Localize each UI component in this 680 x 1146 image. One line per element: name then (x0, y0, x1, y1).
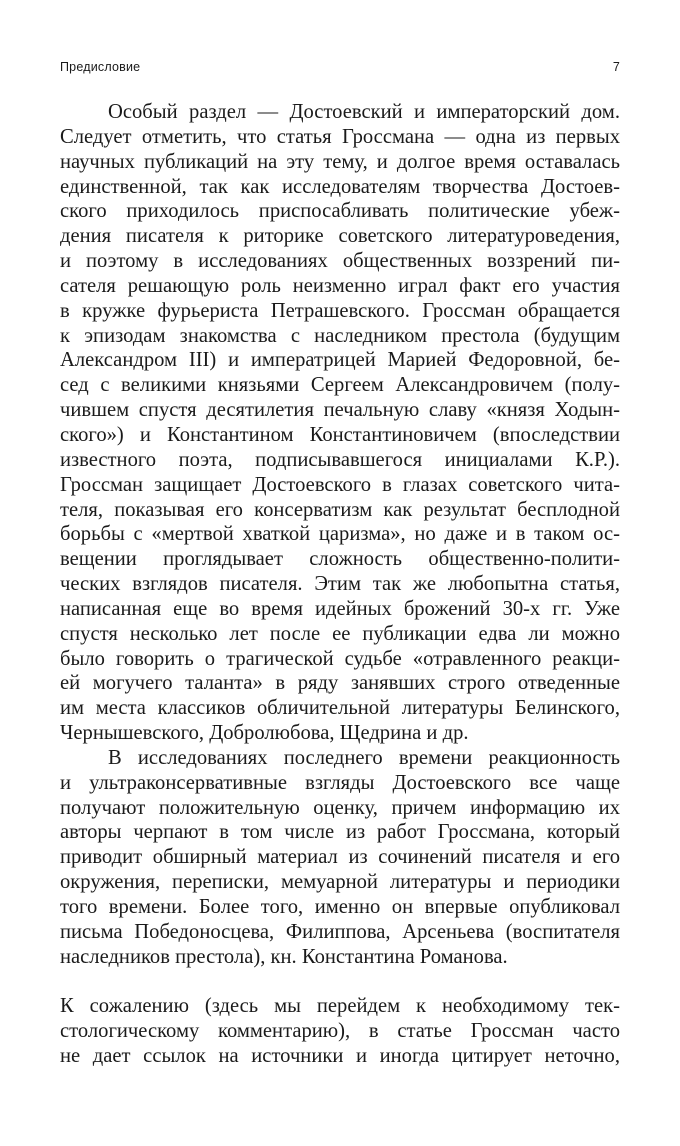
text-line: авторы черпают в том числе из работ Гроссмана, который (60, 821, 620, 844)
text-line: В исследованиях последнего времени реакционность (108, 746, 620, 769)
text-line: письма Победоносцева, Филиппова, Арсеньева (воспитателя (60, 920, 620, 943)
text-line: вещении проглядывает сложность общественно-полити- (60, 548, 620, 571)
text-line: окружения, переписки, мемуарной литературы и периодики (60, 871, 620, 894)
text-line: Следует отметить, что статья Гроссмана — одна из первых (60, 125, 620, 148)
running-head (60, 60, 620, 80)
text-line: дения писателя к риторике советского литературоведения, (60, 225, 620, 248)
body-text (60, 100, 620, 1069)
section-break (60, 970, 620, 995)
text-line: не дает ссылок на источники и иногда цитирует неточно, (60, 1045, 620, 1068)
text-line: того времени. Более того, именно он впервые опубликовал (60, 896, 620, 918)
text-line: стологическому комментарию), в статье Гроссман часто (60, 1020, 620, 1043)
text-line: Особый раздел — Достоевский и императорский дом. (108, 101, 620, 123)
text-line: и ультраконсервативные взгляды Достоевского все чаще (60, 771, 620, 794)
text-line: чившем спустя десятилетия печальную славу «князя Ходын- (60, 399, 620, 422)
text-line: теля, показывая его консерватизм как результат бесплодной (60, 498, 620, 521)
text-line: К сожалению (здесь мы перейдем к необходимому тек- (60, 995, 620, 1018)
paragraph-3 (60, 994, 620, 1069)
text-line: получают положительную оценку, причем информацию их (60, 796, 620, 819)
text-line: наследников престола), кн. Константина Романова. (60, 945, 508, 968)
paragraph-2 (60, 746, 620, 970)
text-line: написанная еще во время идейных брожений 30-х гг. Уже (60, 597, 620, 620)
section-title: Предисловие (60, 60, 141, 74)
text-line: спустя несколько лет после ее публикации едва ли можно (60, 622, 620, 645)
text-line: ского приходилось приспосабливать политические убеж- (60, 200, 620, 223)
text-line: Александром III) и императрицей Марией Федоровной, бе- (60, 349, 620, 372)
text-line: приводит обширный материал из сочинений писателя и его (60, 846, 620, 869)
text-line: к эпизодам знакомства с наследником престола (будущим (60, 324, 620, 347)
text-line: Гроссман защищает Достоевского в глазах советского чита- (60, 473, 620, 496)
text-line: известного поэта, подписывавшегося инициалами К.Р.). (60, 448, 620, 471)
text-line: Чернышевского, Добролюбова, Щедрина и др. (60, 722, 469, 745)
text-line: было говорить о трагической судьбе «отравленного реакци- (60, 647, 620, 670)
paragraph-1 (60, 100, 620, 746)
text-line: научных публикаций на эту тему, и долгое время оставалась (60, 150, 620, 173)
text-line: и поэтому в исследованиях общественных воззрений пи- (60, 250, 620, 273)
text-line: ей могучего таланта» в ряду занявших строго отведенные (60, 672, 620, 695)
text-line: борьбы с «мертвой хваткой царизма», но даже и в таком ос- (60, 523, 620, 546)
text-line: им места классиков обличительной литературы Белинского, (60, 697, 620, 720)
text-line: сед с великими князьями Сергеем Александровичем (полу- (60, 374, 620, 397)
page-number: 7 (612, 60, 620, 74)
text-line: ческих взглядов писателя. Этим так же любопытна статья, (60, 573, 620, 596)
text-line: ского») и Константином Константиновичем (впоследствии (60, 423, 620, 446)
text-line: единственной, так как исследователям творчества Достоев- (60, 175, 620, 198)
text-line: сателя решающую роль неизменно играл факт его участия (60, 274, 620, 297)
text-line: в кружке фурьериста Петрашевского. Гроссман обращается (60, 299, 620, 322)
